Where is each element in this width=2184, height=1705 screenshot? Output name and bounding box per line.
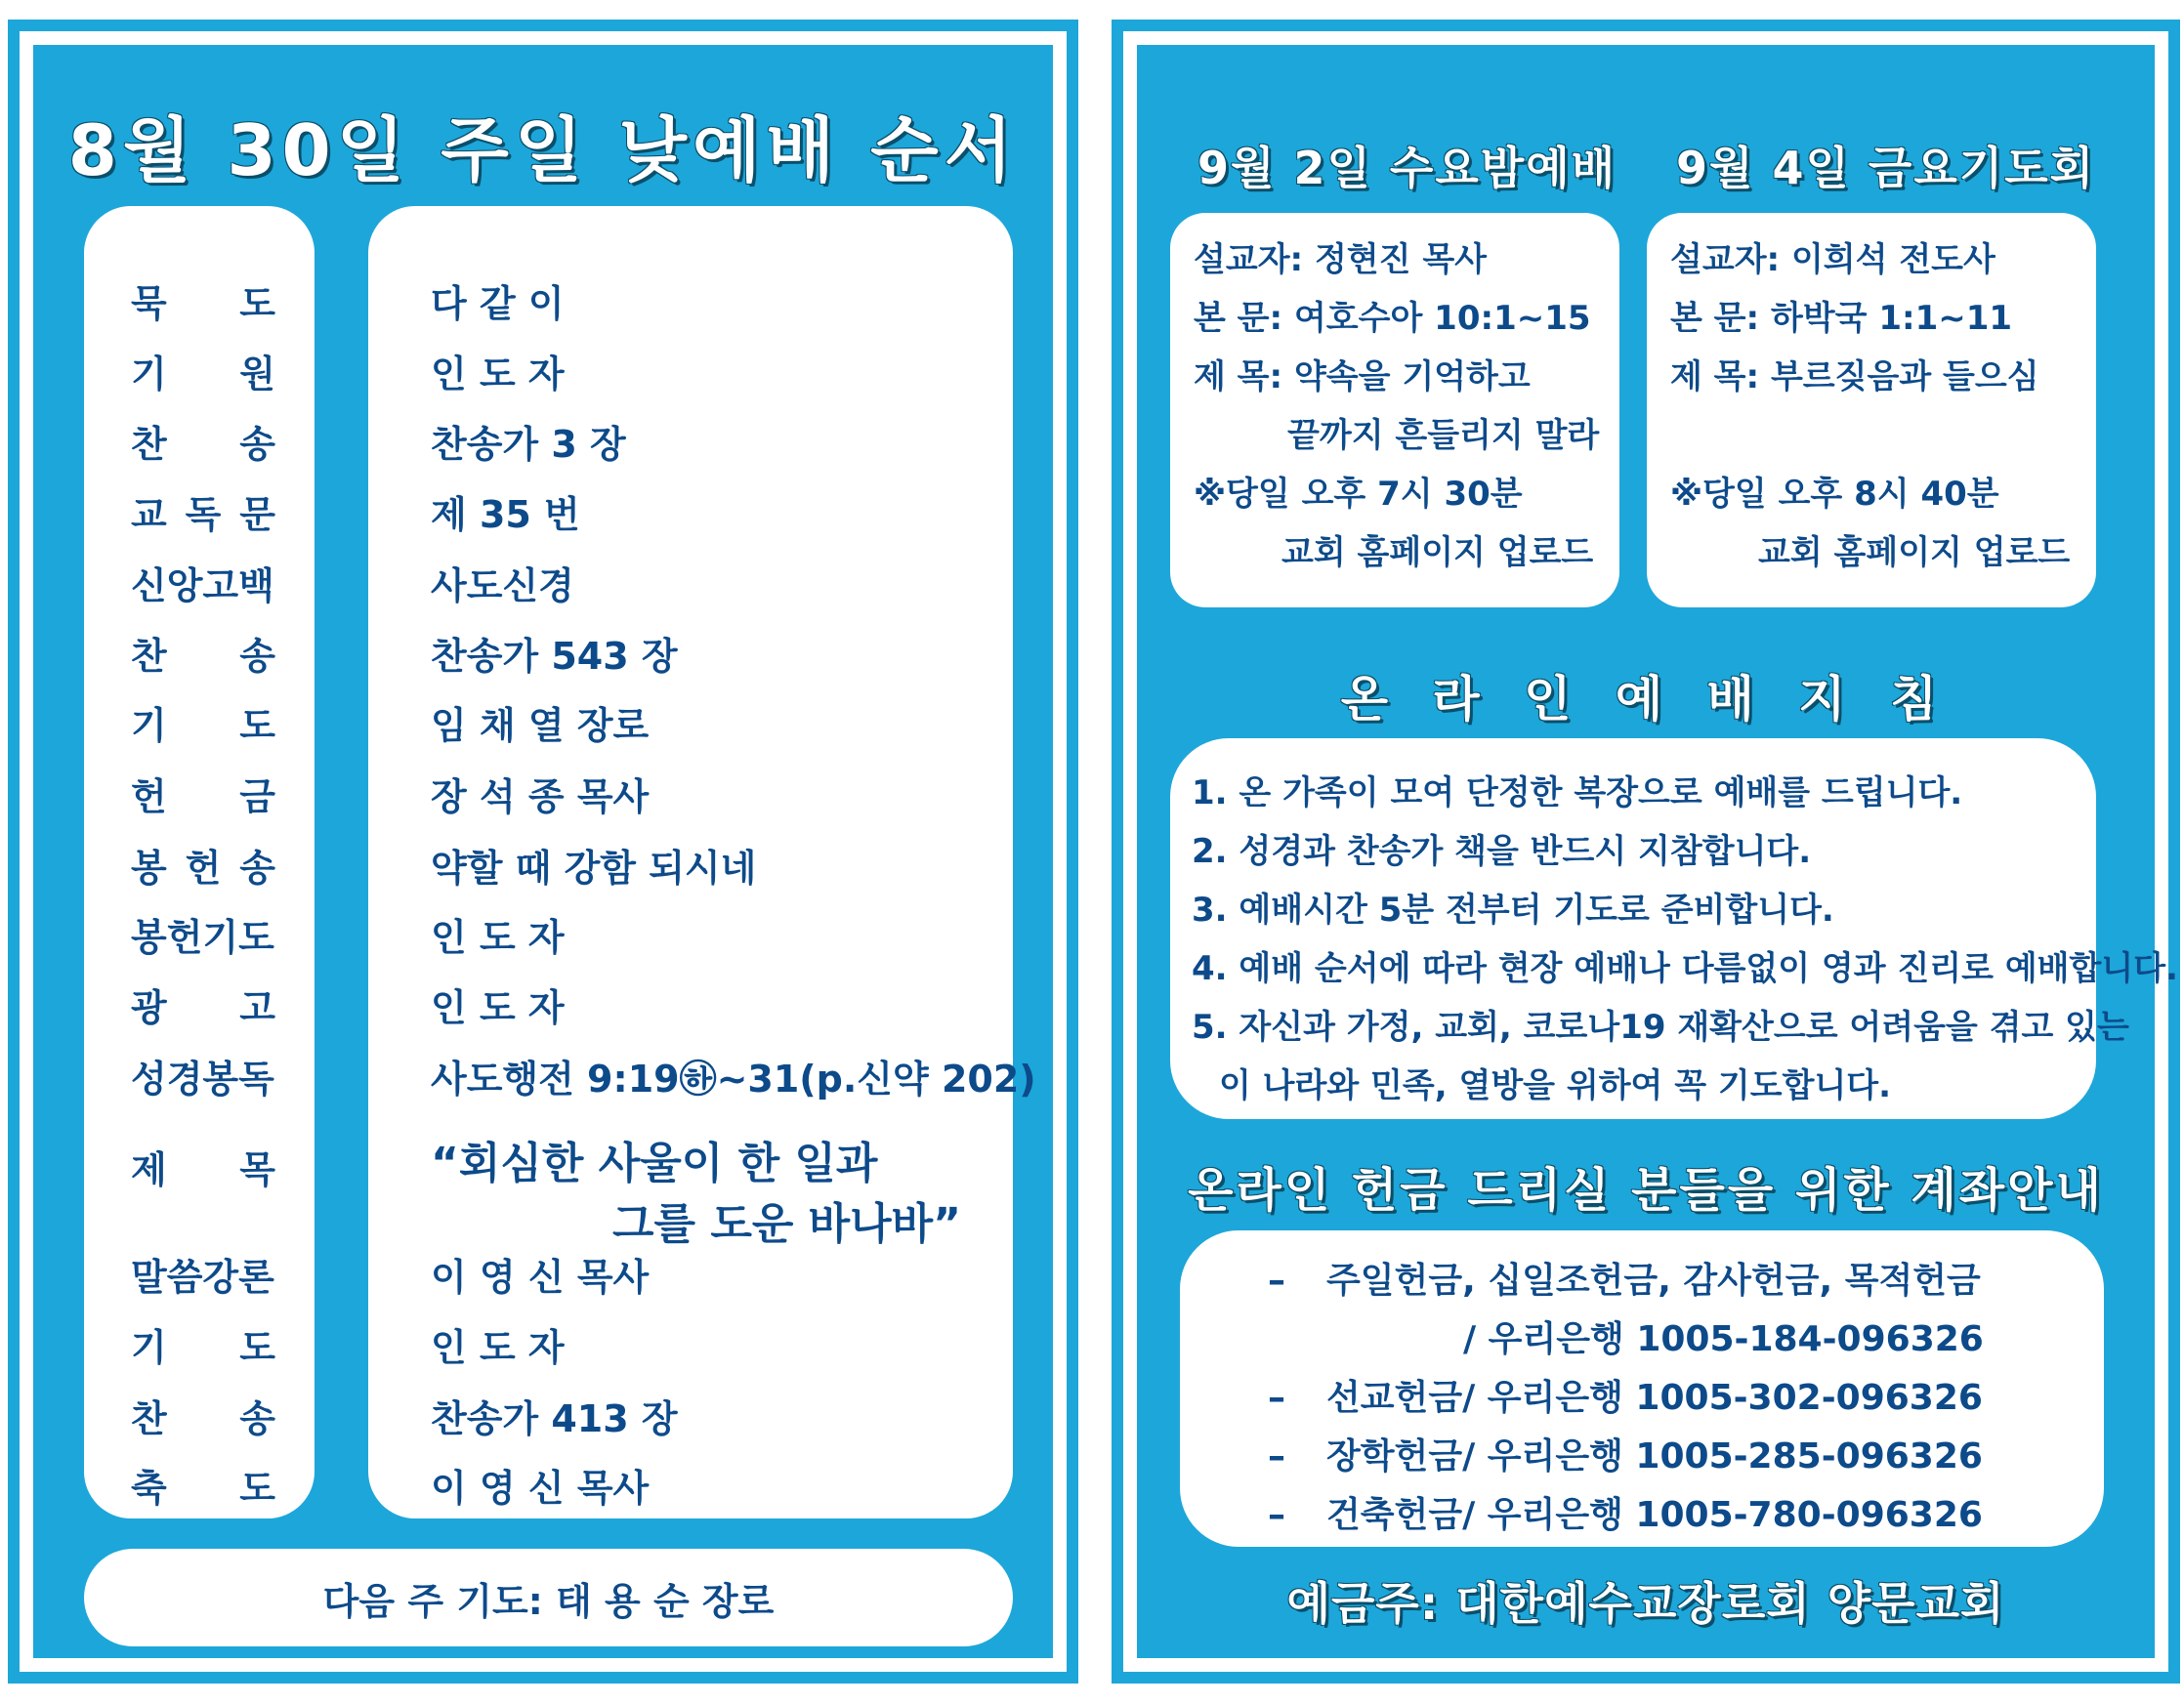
fri-blank-line bbox=[1670, 406, 2096, 465]
order-label-char: 독 bbox=[185, 493, 222, 536]
order-label bbox=[131, 564, 275, 607]
order-label bbox=[131, 423, 275, 466]
order-label-char: 도 bbox=[239, 282, 275, 325]
friday-service-title: 9월 4일 금요기도회 bbox=[1676, 142, 2096, 194]
order-label-char: 고 bbox=[239, 986, 275, 1029]
fri-scripture: 본 문: 하박국 1:1~11 bbox=[1670, 299, 2013, 338]
order-label bbox=[131, 1148, 275, 1191]
order-label-column bbox=[84, 206, 315, 1518]
wed-scripture: 본 문: 여호수아 10:1~15 bbox=[1194, 299, 1591, 338]
order-label bbox=[131, 282, 275, 325]
order-value: 이 영 신 목사 bbox=[431, 1467, 650, 1510]
order-label bbox=[131, 775, 275, 818]
order-label-char: 헌 bbox=[131, 775, 167, 818]
order-label-char: 도 bbox=[239, 1326, 275, 1369]
order-label-char: 도 bbox=[239, 704, 275, 747]
order-label-char: 기 bbox=[131, 704, 167, 747]
order-label-char: 송 bbox=[239, 1397, 275, 1440]
order-label-char: 찬 bbox=[131, 1397, 167, 1440]
order-value: 인 도 자 bbox=[431, 986, 565, 1029]
wed-sermon-title-cont: 끝까지 흔들리지 말라 bbox=[1287, 416, 1600, 455]
guide-item-1: 1. 온 가족이 모여 단정한 복장으로 예배를 드립니다. bbox=[1192, 773, 1963, 812]
order-label-char: 목 bbox=[239, 1148, 275, 1191]
order-label bbox=[131, 493, 275, 536]
wed-preacher: 설교자: 정현진 목사 bbox=[1194, 240, 1488, 279]
account-guide-title: 온라인 헌금 드리실 분들을 위한 계좌안내 bbox=[1188, 1163, 2104, 1218]
order-label bbox=[131, 986, 275, 1029]
guide-item-5: 5. 자신과 가정, 교회, 코로나19 재확산으로 어려움을 겪고 있는 bbox=[1192, 1008, 2129, 1047]
order-label-char: 송 bbox=[239, 423, 275, 466]
account-line-2: 선교헌금/ 우리은행 1005-302-096326 bbox=[1326, 1378, 1983, 1418]
worship-order-panel bbox=[20, 31, 1067, 1672]
order-value: 다 같 이 bbox=[431, 282, 565, 325]
account-row bbox=[1268, 1252, 2104, 1310]
fri-sermon-title: 제 목: 부르짖음과 들으심 bbox=[1670, 357, 2039, 396]
order-label bbox=[131, 704, 275, 747]
account-row bbox=[1268, 1369, 2104, 1428]
order-label-char: 기 bbox=[131, 1326, 167, 1369]
dash-icon: – bbox=[1268, 1378, 1285, 1418]
order-label-char: 신앙고백 bbox=[131, 564, 274, 607]
sermon-title-line1: “회심한 사울이 한 일과 bbox=[431, 1139, 878, 1188]
order-label bbox=[131, 1467, 275, 1510]
account-line-1b: / 우리은행 1005-184-096326 bbox=[1463, 1319, 1984, 1359]
order-label bbox=[131, 353, 275, 395]
order-value: 약할 때 강함 되시네 bbox=[431, 847, 757, 890]
order-value: 인 도 자 bbox=[431, 916, 565, 959]
order-value: 제 35 번 bbox=[431, 493, 580, 536]
order-value: 찬송가 543 장 bbox=[431, 635, 678, 678]
account-box bbox=[1180, 1230, 2104, 1547]
fri-preacher: 설교자: 이희석 전도사 bbox=[1670, 240, 1995, 279]
announcements-panel bbox=[1123, 31, 2178, 1672]
page-title: 8월 30일 주일 낮예배 순서 bbox=[67, 109, 1019, 191]
order-label-char: 금 bbox=[239, 775, 275, 818]
order-label-char: 제 bbox=[131, 1148, 167, 1191]
account-holder: 예금주: 대한예수교장로회 양문교회 bbox=[1286, 1577, 2005, 1630]
wednesday-service-box bbox=[1170, 213, 1619, 607]
account-line-3: 장학헌금/ 우리은행 1005-285-096326 bbox=[1326, 1436, 1983, 1476]
order-label-char: 묵 bbox=[131, 282, 167, 325]
fri-upload-note: 교회 홈페이지 업로드 bbox=[1758, 533, 2071, 572]
online-guide-box bbox=[1170, 738, 2178, 1119]
order-value: 사도행전 9:19㉻~31(p.신약 202) bbox=[431, 1058, 1036, 1101]
account-row bbox=[1268, 1428, 2104, 1486]
guide-item-4: 4. 예배 순서에 따라 현장 예배나 다름없이 영과 진리로 예배합니다. bbox=[1192, 949, 2178, 988]
order-label bbox=[131, 635, 275, 678]
guide-item-2: 2. 성경과 찬송가 책을 반드시 지참합니다. bbox=[1192, 832, 1812, 871]
guide-item-5-cont: 이 나라와 민족, 열방을 위하여 꼭 기도합니다. bbox=[1219, 1066, 1892, 1105]
order-label-char: 성경봉독 bbox=[131, 1058, 274, 1101]
order-label-char: 도 bbox=[239, 1467, 275, 1510]
order-label-char: 원 bbox=[239, 353, 275, 395]
order-label bbox=[131, 1058, 275, 1101]
guide-item-3: 3. 예배시간 5분 전부터 기도로 준비합니다. bbox=[1192, 891, 1834, 930]
dash-icon: – bbox=[1268, 1436, 1285, 1476]
dash-icon: – bbox=[1268, 1261, 1285, 1301]
order-value: 임 채 열 장로 bbox=[431, 704, 650, 747]
wed-time: ※당일 오후 7시 30분 bbox=[1194, 475, 1523, 514]
order-value: 찬송가 3 장 bbox=[431, 423, 626, 466]
order-label-char: 교 bbox=[131, 493, 167, 536]
order-value: 이 영 신 목사 bbox=[431, 1256, 650, 1299]
order-label bbox=[131, 847, 275, 890]
account-row bbox=[1268, 1486, 2104, 1545]
order-value: 찬송가 413 장 bbox=[431, 1397, 678, 1440]
order-value: 장 석 종 목사 bbox=[431, 775, 650, 818]
order-label bbox=[131, 1326, 275, 1369]
order-label-char: 찬 bbox=[131, 423, 167, 466]
wednesday-service-title: 9월 2일 수요밤예배 bbox=[1197, 142, 1617, 194]
order-label-char: 송 bbox=[239, 635, 275, 678]
order-value: 사도신경 bbox=[431, 564, 574, 607]
order-label-char: 헌 bbox=[185, 847, 222, 890]
wed-upload-note: 교회 홈페이지 업로드 bbox=[1281, 533, 1594, 572]
order-label-char: 축 bbox=[131, 1467, 167, 1510]
account-line-1: 주일헌금, 십일조헌금, 감사헌금, 목적헌금 bbox=[1326, 1261, 1981, 1301]
order-label bbox=[131, 916, 275, 959]
order-label-char: 찬 bbox=[131, 635, 167, 678]
sermon-title-line2: 그를 도운 바나바” bbox=[612, 1199, 962, 1249]
fri-time: ※당일 오후 8시 40분 bbox=[1670, 475, 1999, 514]
order-label-char: 봉 bbox=[131, 847, 167, 890]
order-label bbox=[131, 1256, 275, 1299]
order-label-char: 광 bbox=[131, 986, 167, 1029]
order-label-char: 문 bbox=[239, 493, 275, 536]
online-guide-title: 온 라 인 예 배 지 침 bbox=[1340, 671, 1952, 728]
dash-icon: – bbox=[1268, 1495, 1285, 1535]
order-value-column bbox=[368, 206, 1036, 1518]
order-label-char: 봉헌기도 bbox=[131, 916, 274, 959]
next-week-prayer: 다음 주 기도: 태 용 순 장로 bbox=[84, 1549, 1013, 1646]
friday-service-box bbox=[1647, 213, 2096, 607]
order-label-char: 말씀강론 bbox=[131, 1256, 274, 1299]
wed-sermon-title: 제 목: 약속을 기억하고 bbox=[1194, 357, 1531, 396]
order-value: 인 도 자 bbox=[431, 1326, 565, 1369]
account-line-4: 건축헌금/ 우리은행 1005-780-096326 bbox=[1326, 1495, 1983, 1535]
order-value: 인 도 자 bbox=[431, 353, 565, 395]
order-label-char: 기 bbox=[131, 353, 167, 395]
order-label-char: 송 bbox=[239, 847, 275, 890]
order-label bbox=[131, 1397, 275, 1440]
